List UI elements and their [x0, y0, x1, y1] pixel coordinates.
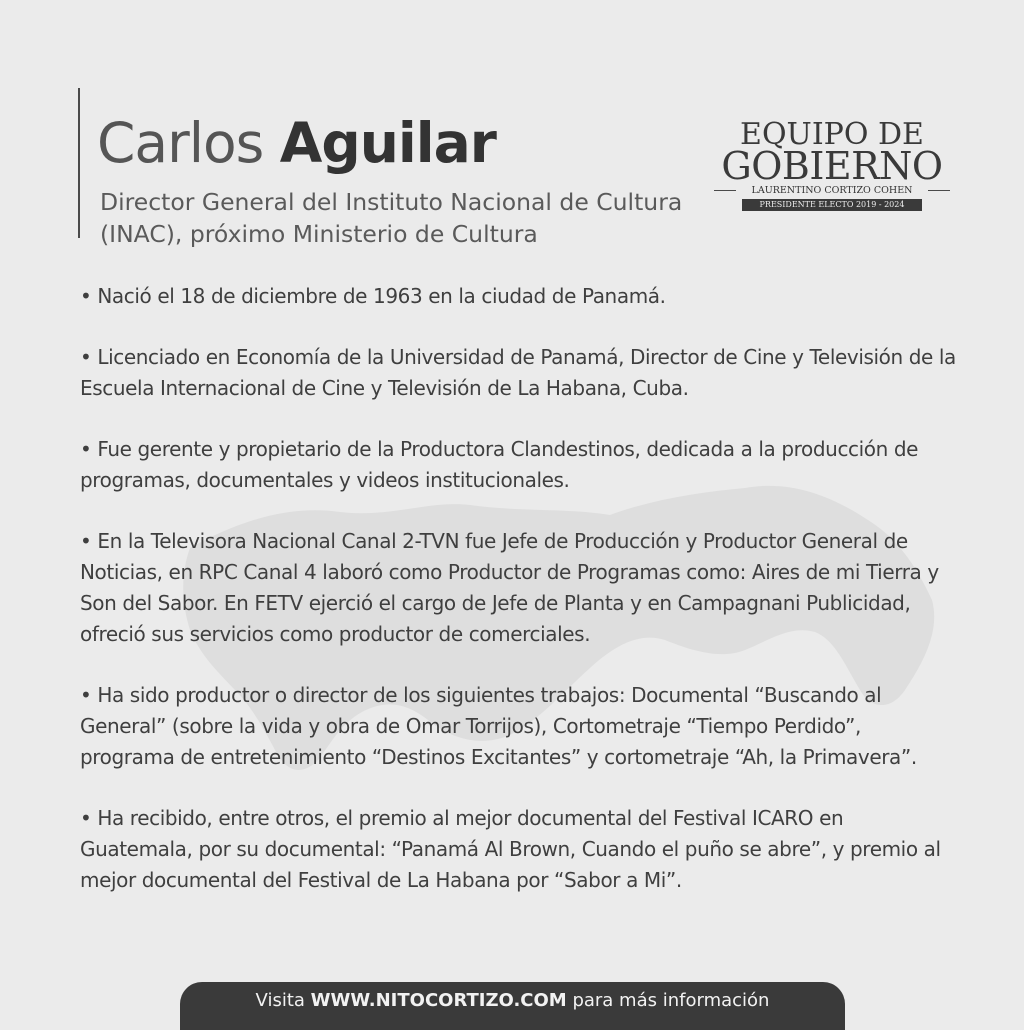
bio-item-awards: • Ha recibido, entre otros, el premio al mejor documental del Festival ICARO en Guatemala, por su documental: “Panamá Al Brown, Cuando el puño se abre”, y premio al mejor documental del Festival de La Habana por “Sabor a Mi”. [80, 806, 941, 892]
footer-prefix: Visita [255, 990, 305, 1011]
header-divider [78, 88, 80, 238]
logo-line-3: LAURENTINO CORTIZO COHEN [751, 185, 913, 196]
logo-line-2: GOBIERNO [721, 144, 943, 188]
logo-subtitle-row [712, 185, 952, 197]
logo-line-1: EQUIPO DE [740, 117, 924, 152]
bio-list [80, 281, 960, 926]
first-name: Carlos [97, 111, 264, 175]
bio-item-works: • Ha sido productor o director de los siguientes trabajos: Documental “Buscando al General” (sobre la vida y obra de Omar Torrijos), Cortometraje “Tiempo Perdido”, programa de entretenimiento “Destinos Excitantes” y cortometraje “Ah, la Primavera”. [80, 683, 917, 769]
logo-rule-left [714, 190, 736, 191]
bio-item-television: • En la Televisora Nacional Canal 2-TVN fue Jefe de Producción y Productor General de Noticias, en RPC Canal 4 laboró como Productor de Programas como: Aires de mi Tierra y Son del Sabor. En FETV ejerció el cargo de Jefe de Planta y en Campagnani Publicidad, ofreció sus servicios como productor de comerciales. [80, 529, 939, 646]
footer-banner [180, 982, 845, 1030]
logo-line-4: PRESIDENTE ELECTO 2019 - 2024 [742, 199, 922, 211]
last-name: Aguilar [279, 111, 496, 175]
logo-rule-right [928, 190, 950, 191]
bio-item-education: • Licenciado en Economía de la Universidad de Panamá, Director de Cine y Televisión de la Escuela Internacional de Cine y Televisión de La Habana, Cuba. [80, 345, 956, 400]
bio-item-productora: • Fue gerente y propietario de la Productora Clandestinos, dedicada a la producción de programas, documentales y videos institucionales. [80, 437, 919, 492]
equipo-de-gobierno-logo [712, 118, 952, 214]
person-title: Director General del Instituto Nacional de Cultura (INAC), próximo Ministerio de Cultura [100, 188, 683, 248]
person-name [97, 110, 496, 176]
footer-suffix: para más información [572, 990, 770, 1011]
footer-website-link[interactable]: WWW.NITOCORTIZO.COM [310, 990, 567, 1011]
bio-item-birth: • Nació el 18 de diciembre de 1963 en la ciudad de Panamá. [80, 284, 666, 308]
